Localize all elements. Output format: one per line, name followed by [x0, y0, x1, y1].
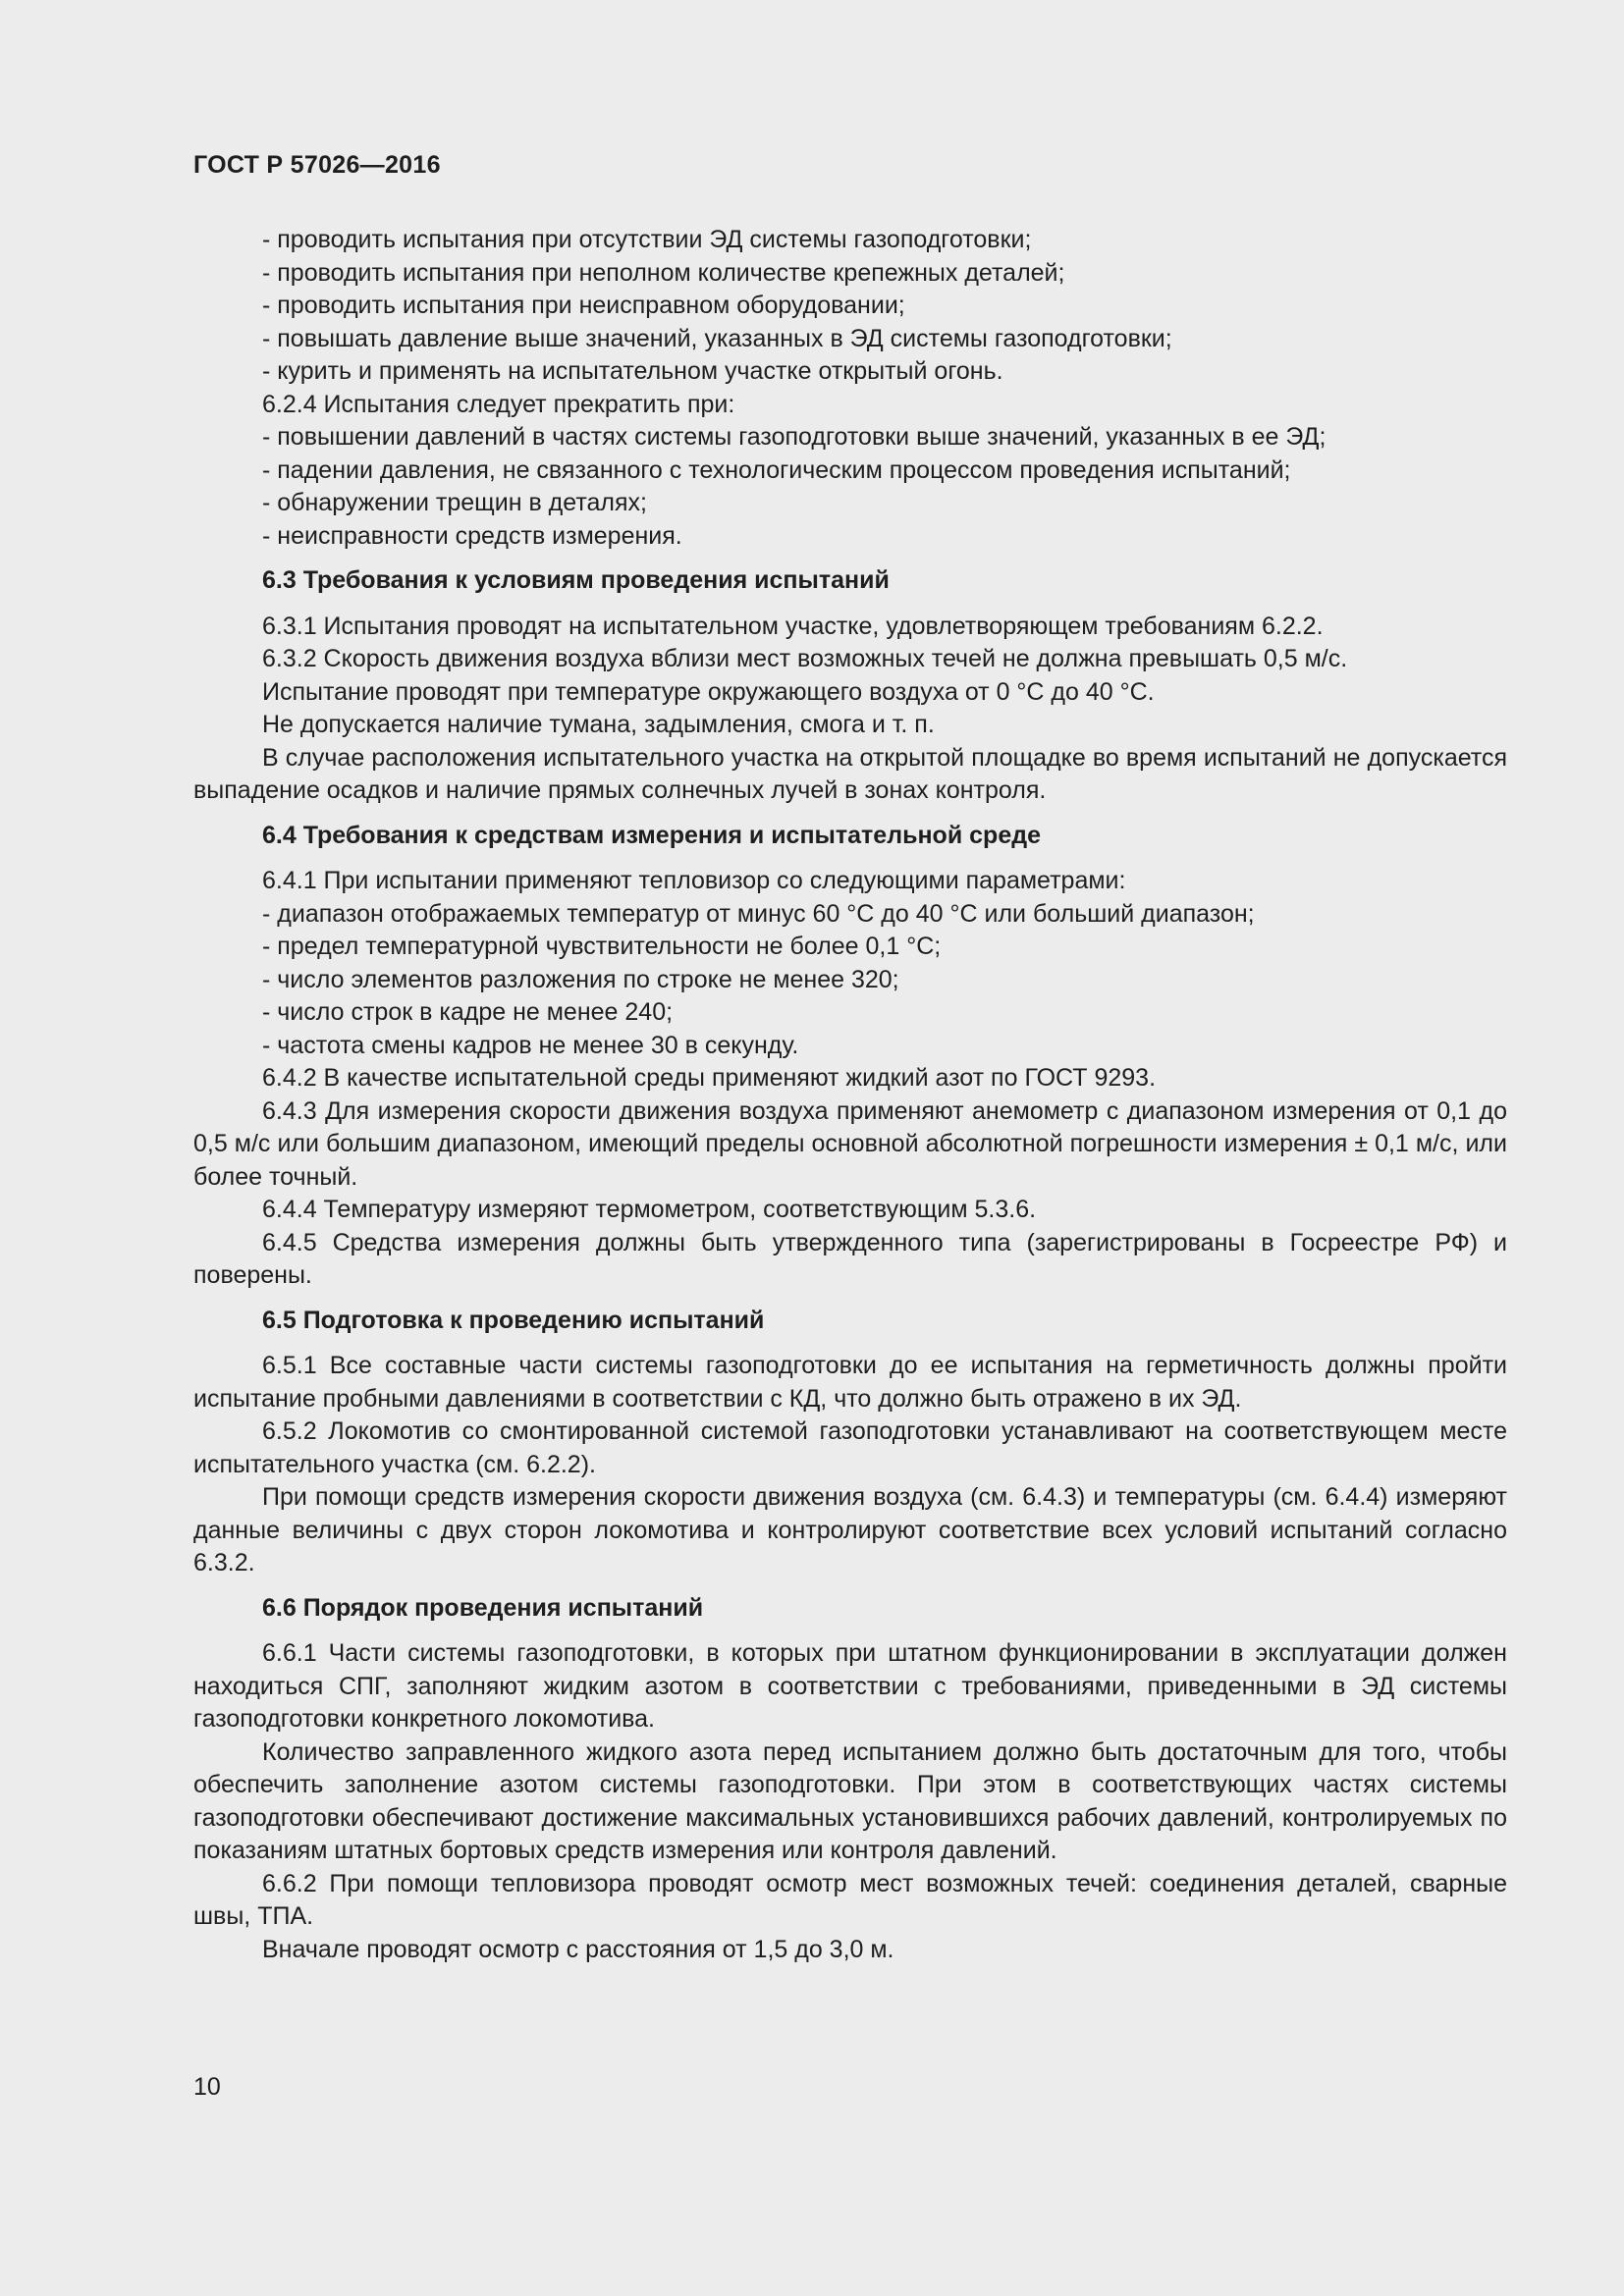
clause-6-3-2: 6.3.2 Скорость движения воздуха вблизи мест возможных течей не должна превышать 0,5 м/с. [262, 645, 1348, 672]
list-item: - падении давления, не связанного с технологическим процессом проведения испытаний; [262, 455, 1291, 484]
section-heading-6-3: 6.3 Требования к условиям проведения испытаний [262, 566, 890, 594]
paragraph: Не допускается наличие тумана, задымления, смога и т. п. [262, 711, 935, 738]
clause-6-4-3: 6.4.3 Для измерения скорости движения воздуха применяют анемометр с диапазоном измерения от 0,1 до 0,5 м/с или большим диапазоном, имеющий пределы основной абсолютной погрешности измерения ± 0,1 м/с, или более точный. [193, 1096, 1507, 1191]
document-header: ГОСТ Р 57026—2016 [193, 151, 441, 179]
clause-6-4-2: 6.4.2 В качестве испытательной среды применяют жидкий азот по ГОСТ 9293. [262, 1064, 1157, 1092]
clause-6-4-5: 6.4.5 Средства измерения должны быть утвержденного типа (зарегистрированы в Госреестре РФ) и поверены. [193, 1228, 1507, 1289]
clause-6-6-1: 6.6.1 Части системы газоподготовки, в которых при штатном функционировании в эксплуатации должен находиться СПГ, заполняют жидким азотом в соответствии с требованиями, приведенными в ЭД системы газоподготовки конкретного локомотива. [193, 1639, 1507, 1733]
paragraph: Количество заправленного жидкого азота перед испытанием должно быть достаточным для того, чтобы обеспечить заполнение азотом системы газоподготовки. При этом в соответствующих частях системы газоподготовки обеспечивают достижение максимальных установившихся рабочих давлений, контролируемых по показаниям штатных бортовых средств измерения или контроля давлений. [193, 1737, 1507, 1864]
list-item: - повышать давление выше значений, указанных в ЭД системы газоподготовки; [262, 324, 1172, 352]
clause-6-4-4: 6.4.4 Температуру измеряют термометром, соответствующим 5.3.6. [262, 1196, 1037, 1223]
list-item: - обнаружении трещин в деталях; [262, 489, 647, 516]
list-item: - проводить испытания при неполном количестве крепежных деталей; [262, 258, 1065, 287]
list-item: - неисправности средств измерения. [262, 521, 682, 550]
clause-6-6-2: 6.6.2 При помощи тепловизора проводят осмотр мест возможных течей: соединения деталей, сварные швы, ТПА. [193, 1869, 1507, 1930]
list-item: - число строк в кадре не менее 240; [262, 998, 674, 1026]
clause-6-5-2: 6.5.2 Локомотив со смонтированной системой газоподготовки устанавливают на соответствующем месте испытательного участка (см. 6.2.2). [193, 1417, 1507, 1478]
section-heading-6-6: 6.6 Порядок проведения испытаний [262, 1593, 704, 1622]
list-item: - проводить испытания при отсутствии ЭД системы газоподготовки; [262, 226, 1032, 253]
clause-6-2-4: 6.2.4 Испытания следует прекратить при: [262, 390, 735, 418]
list-item: - число элементов разложения по строке не менее 320; [262, 965, 899, 993]
section-heading-6-5: 6.5 Подготовка к проведению испытаний [262, 1306, 765, 1334]
list-item: - частота смены кадров не менее 30 в секунду. [262, 1031, 799, 1059]
clause-6-5-1: 6.5.1 Все составные части системы газоподготовки до ее испытания на герметичность должны пройти испытание пробными давлениями в соответствии с КД, что должно быть отражено в их ЭД. [193, 1352, 1507, 1413]
list-item: - курить и применять на испытательном участке открытый огонь. [262, 357, 1003, 385]
paragraph: Вначале проводят осмотр с расстояния от 1,5 до 3,0 м. [262, 1935, 894, 1963]
paragraph: Испытание проводят при температуре окружающего воздуха от 0 °С до 40 °С. [262, 677, 1155, 706]
section-heading-6-4: 6.4 Требования к средствам измерения и испытательной среде [262, 821, 1041, 849]
list-item: - проводить испытания при неисправном оборудовании; [262, 292, 905, 319]
document-body [193, 224, 1507, 1966]
clause-6-3-1: 6.3.1 Испытания проводят на испытательном участке, удовлетворяющем требованиям 6.2.2. [262, 612, 1324, 640]
list-item: - предел температурной чувствительности не более 0,1 °С; [262, 933, 942, 960]
paragraph: В случае расположения испытательного участка на открытой площадке во время испытаний не допускается выпадение осадков и наличие прямых солнечных лучей в зонах контроля. [193, 743, 1507, 804]
list-item: - диапазон отображаемых температур от минус 60 °С до 40 °С или больший диапазон; [262, 899, 1255, 928]
clause-6-4-1: 6.4.1 При испытании применяют тепловизор со следующими параметрами: [262, 867, 1126, 894]
list-item: - повышении давлений в частях системы газоподготовки выше значений, указанных в ее ЭД; [262, 423, 1326, 451]
page-number: 10 [193, 2073, 221, 2101]
paragraph: При помощи средств измерения скорости движения воздуха (см. 6.4.3) и температуры (см. 6.4.4) измеряют данные величины с двух сторон локомотива и контролируют соответствие всех условий испытаний согласно 6.3.2. [193, 1483, 1507, 1576]
